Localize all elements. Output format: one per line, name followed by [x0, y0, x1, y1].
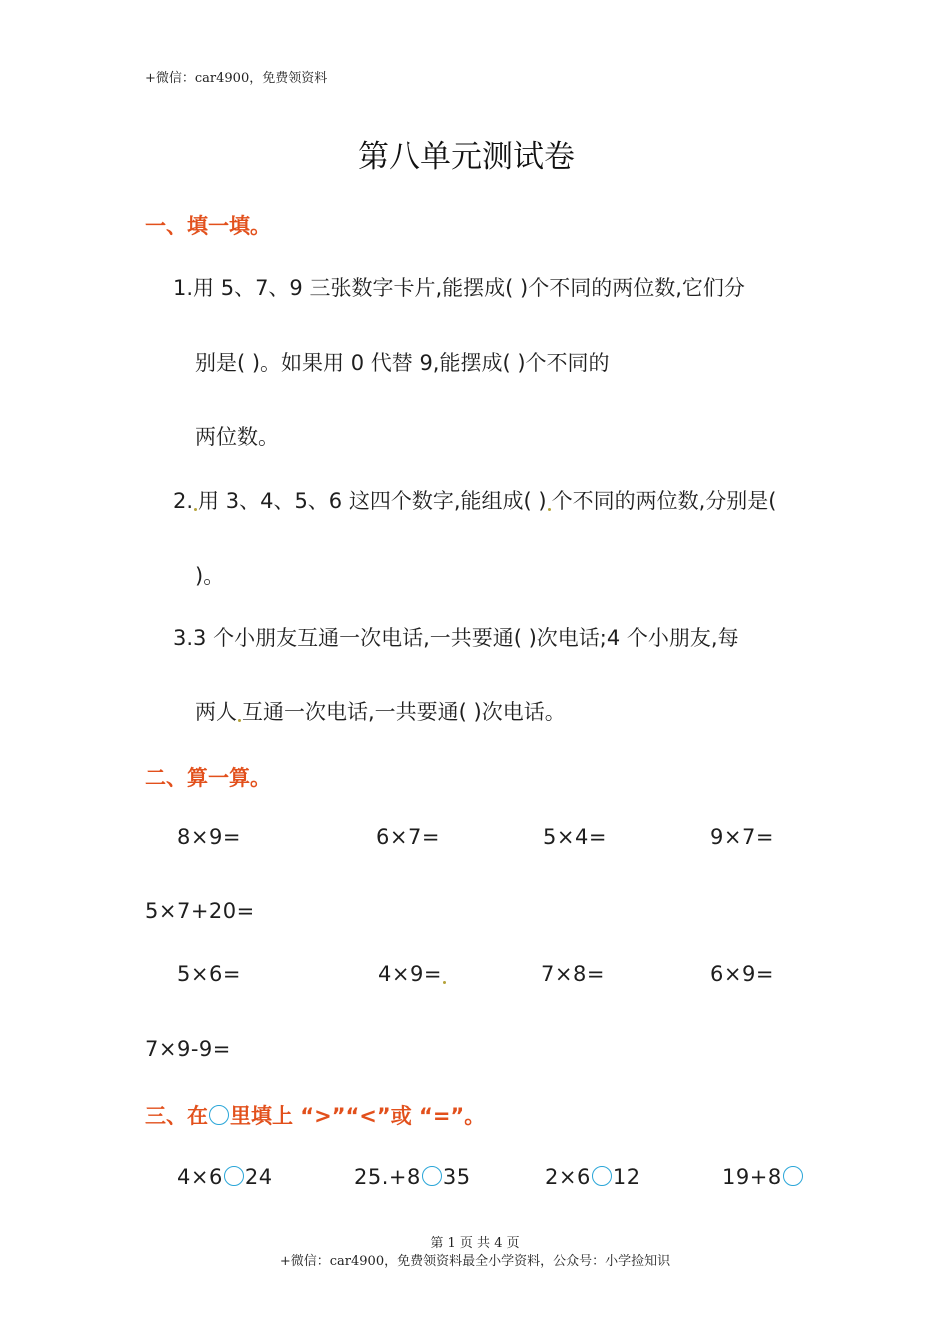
compare-item — [722, 1165, 804, 1189]
question-2-number: 2. — [173, 489, 194, 513]
compare-right: 35 — [442, 1165, 471, 1189]
question-3-line-1: 3.3 个小朋友互通一次电话,一共要通( )次电话;4 个小朋友,每 — [173, 626, 739, 650]
calc-item: 6×7= — [376, 825, 440, 849]
compare-item — [545, 1165, 641, 1189]
header-note: +微信：car4900，免费领资料 — [145, 71, 328, 86]
mark-dot — [443, 981, 446, 984]
mark-dot — [548, 508, 551, 511]
page-title: 第八单元测试卷 — [358, 139, 575, 175]
calc-item: 6×9= — [710, 962, 774, 986]
compare-item — [354, 1165, 471, 1189]
question-2-line-1 — [173, 485, 776, 515]
calc-item: 5×4= — [543, 825, 607, 849]
section-heading-compare — [145, 1100, 485, 1130]
calc-item: 5×7+20= — [145, 899, 255, 923]
circle-blank-icon[interactable] — [592, 1166, 612, 1186]
compare-left: 4×6 — [177, 1165, 223, 1189]
compare-item — [177, 1165, 273, 1189]
calc-text: 4×9= — [378, 962, 442, 986]
question-3-line-2 — [195, 696, 566, 726]
circle-blank-icon — [209, 1105, 229, 1125]
section-heading-fill: 一、填一填。 — [145, 214, 271, 238]
calc-item: 8×9= — [177, 825, 241, 849]
compare-left: 19+8 — [722, 1165, 782, 1189]
compare-right: 24 — [244, 1165, 273, 1189]
circle-blank-icon[interactable] — [422, 1166, 442, 1186]
calc-item: 9×7= — [710, 825, 774, 849]
compare-left: 2×6 — [545, 1165, 591, 1189]
compare-right: 12 — [612, 1165, 641, 1189]
footer-note: +微信：car4900，免费领资料最全小学资料，公众号：小学捡知识 — [279, 1254, 671, 1269]
question-2-text-b: 个不同的两位数,分别是( — [551, 489, 777, 513]
circle-blank-icon[interactable] — [783, 1166, 803, 1186]
question-3-text-b: 互通一次电话,一共要通( )次电话。 — [242, 700, 566, 724]
calc-item: 7×8= — [541, 962, 605, 986]
circle-blank-icon[interactable] — [224, 1166, 244, 1186]
mark-dot — [194, 508, 197, 511]
section-3-heading-b: 里填上 “>”“<”或 “=”。 — [230, 1104, 486, 1128]
question-3-text-a: 两人 — [195, 700, 237, 724]
section-3-heading-a: 三、在 — [145, 1104, 208, 1128]
calc-item: 7×9-9= — [145, 1037, 231, 1061]
section-heading-calc: 二、算一算。 — [145, 766, 271, 790]
question-1-line-1: 1.用 5、7、9 三张数字卡片,能摆成( )个不同的两位数,它们分 — [173, 276, 745, 300]
mark-dot — [238, 719, 241, 722]
question-1-line-3: 两位数。 — [195, 425, 279, 449]
calc-item — [378, 962, 447, 986]
question-2-text-a: 用 3、4、5、6 这四个数字,能组成( ) — [198, 489, 547, 513]
calc-item: 5×6= — [177, 962, 241, 986]
page-number: 第 1 页 共 4 页 — [430, 1236, 520, 1251]
question-1-line-2: 别是( )。如果用 0 代替 9,能摆成( )个不同的 — [195, 351, 610, 375]
question-2-line-2: )。 — [195, 564, 225, 588]
compare-left: 25.+8 — [354, 1165, 421, 1189]
